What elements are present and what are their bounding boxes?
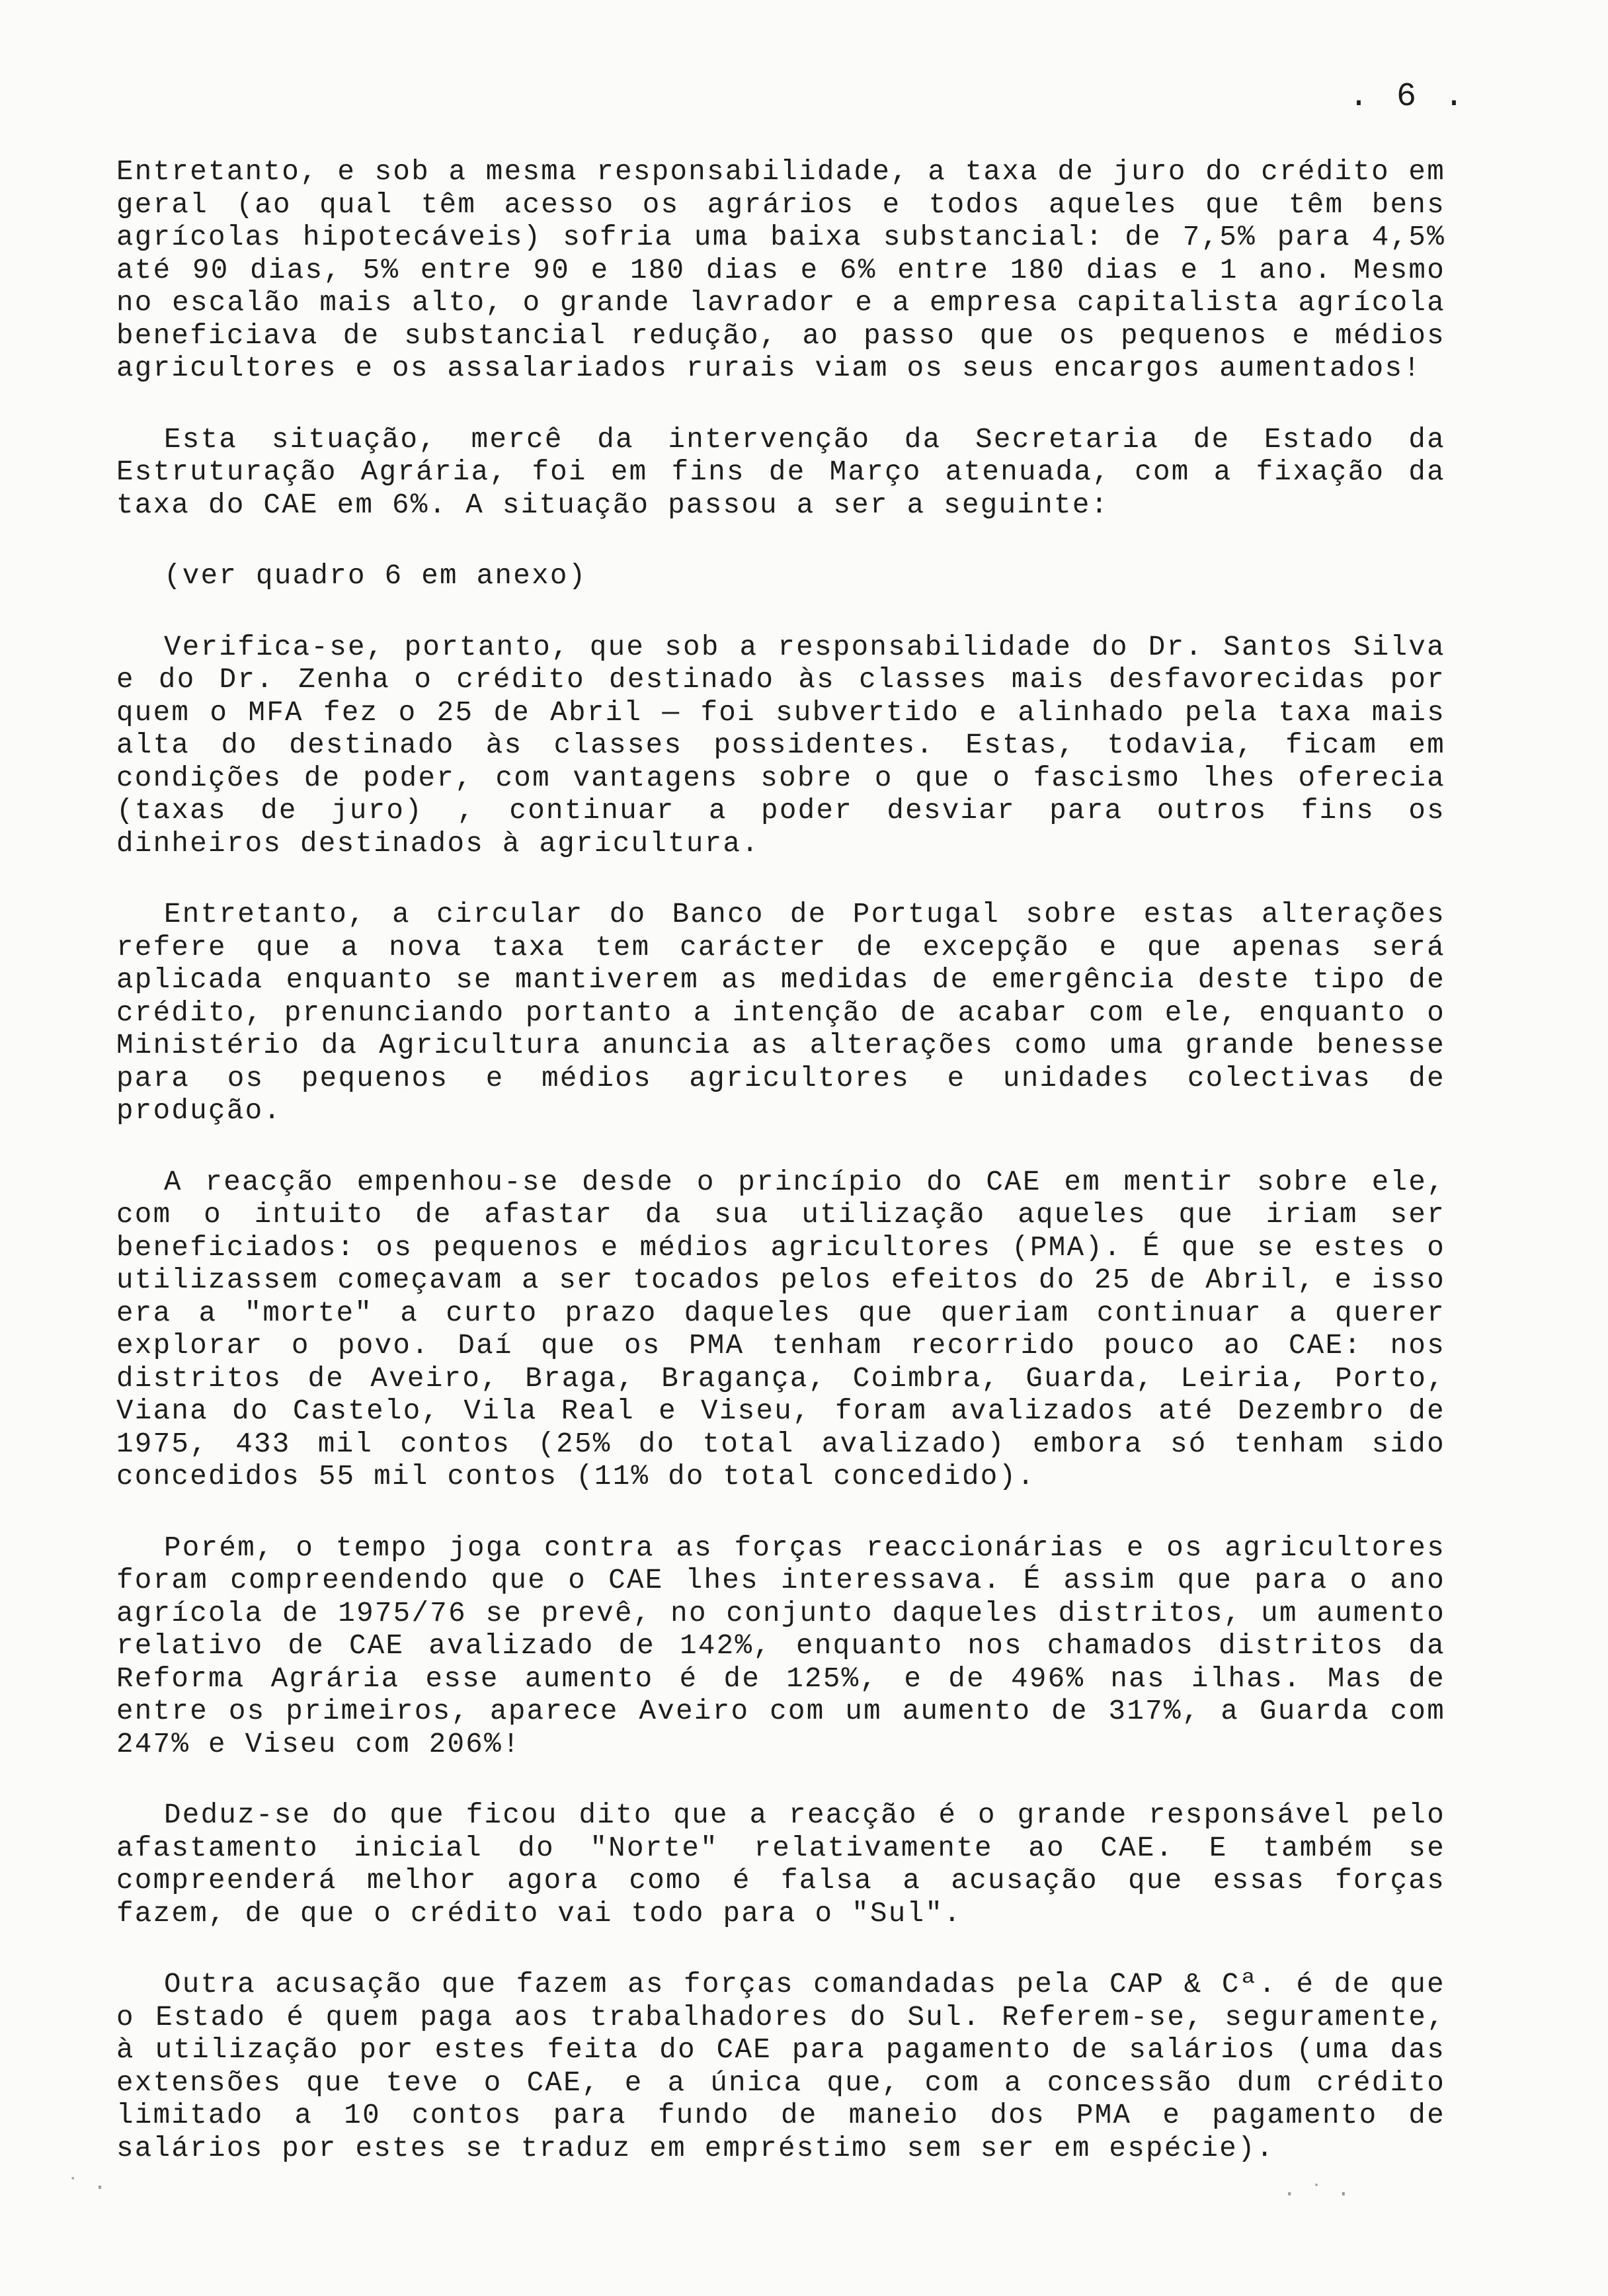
page-number: . 6 . [1349,78,1468,116]
paragraph-bank-of-portugal-circular: Entretanto, a circular do Banco de Portugal sobre estas alterações refere que a nova taxa tem carácter de excepção e que apenas será aplicada enquanto se mantiverem as medidas de emergência deste tipo de crédito, prenunciando portanto a intenção de acabar com ele, enquanto o Ministério da Agricultura anuncia as alterações como uma grande benesse para os pequenos e médios agricultores e unidades colectivas de produção. [116,899,1445,1127]
paragraph-interest-rate-reduction: Entretanto, e sob a mesma responsabilidade, a taxa de juro do crédito em geral (ao qual têm acesso os agrários e todos aqueles que têm bens agrícolas hipotecáveis) sofria uma baixa substancial: de 7,5% para 4,5% até 90 dias, 5% entre 90 e 180 dias e 6% entre 180 dias e 1 ano. Mesmo no escalão mais alto, o grande lavrador e a empresa capitalista agrícola beneficiava de substancial redução, ao passo que os pequenos e médios agricultores e os assalariados rurais viam os seus encargos aumentados! [116,156,1445,384]
scan-smudge-bottom-left: ˙ · [66,2176,107,2201]
paragraph-cae-growth: Porém, o tempo joga contra as forças reaccionárias e os agricultores foram compreendendo que o CAE lhes interessava. É assim que para o ano agrícola de 1975/76 se prevê, no conjunto daqueles distritos, um aumento relativo de CAE avalizado de 142%, enquanto nos chamados distritos da Reforma Agrária esse aumento é de 125%, e de 496% nas ilhas. Mas de entre os primeiros, aparece Aveiro com um aumento de 317%, a Guarda com 247% e Viseu com 206%! [116,1532,1445,1760]
paragraph-reaction-against-cae: A reacção empenhou-se desde o princípio do CAE em mentir sobre ele, com o intuito de afastar da sua utilização aqueles que iriam ser beneficiados: os pequenos e médios agricultores (PMA). É que se estes o utilizassem começavam a ser tocados pelos efeitos do 25 de Abril, e isso era a "morte" a curto prazo daqueles que queriam continuar a querer explorar o povo. Daí que os PMA tenham recorrido pouco ao CAE: nos distritos de Aveiro, Braga, Bragança, Coimbra, Guarda, Leiria, Porto, Viana do Castelo, Vila Real e Viseu, foram avalizados até Dezembro de 1975, 433 mil contos (25% do total avalizado) embora só tenham sido concedidos 55 mil contos (11% do total concedido). [116,1166,1445,1493]
paragraph-credit-subverted: Verifica-se, portanto, que sob a responsabilidade do Dr. Santos Silva e do Dr. Zenha o crédito destinado às classes mais desfavorecidas por quem o MFA fez o 25 de Abril — foi subvertido e alinhado pela taxa mais alta do destinado às classes possidentes. Estas, todavia, ficam em condições de poder, com vantagens sobre o que o fascismo lhes oferecia (taxas de juro) , continuar a poder desviar para outros fins os dinheiros destinados à agricultura. [116,631,1445,860]
document-body [116,156,1445,2203]
paragraph-wages-accusation: Outra acusação que fazem as forças comandadas pela CAP & Cª. é de que o Estado é quem paga aos trabalhadores do Sul. Referem-se, seguramente, à utilização por estes feita do CAE para pagamento de salários (uma das extensões que teve o CAE, e a única que, com a concessão dum crédito limitado a 10 contos para fundo de maneio dos PMA e pagamento de salários por estes se traduz em empréstimo sem ser em espécie). [116,1969,1445,2164]
paragraph-cae-rate-fixed: Esta situação, mercê da intervenção da Secretaria de Estado da Estruturação Agrária, foi em fins de Março atenuada, com a fixação da taxa do CAE em 6%. A situação passou a ser a seguinte: [116,423,1445,521]
paragraph-north-south: Deduz-se do que ficou dito que a reacção é o grande responsável pelo afastamento inicial do "Norte" relativamente ao CAE. E também se compreenderá melhor agora como é falsa a acusação que essas forças fazem, de que o crédito vai todo para o "Sul". [116,1799,1445,1930]
scan-smudge-bottom-right: · ˙ · [1283,2182,1351,2207]
table-reference-note: (ver quadro 6 em anexo) [164,560,587,592]
